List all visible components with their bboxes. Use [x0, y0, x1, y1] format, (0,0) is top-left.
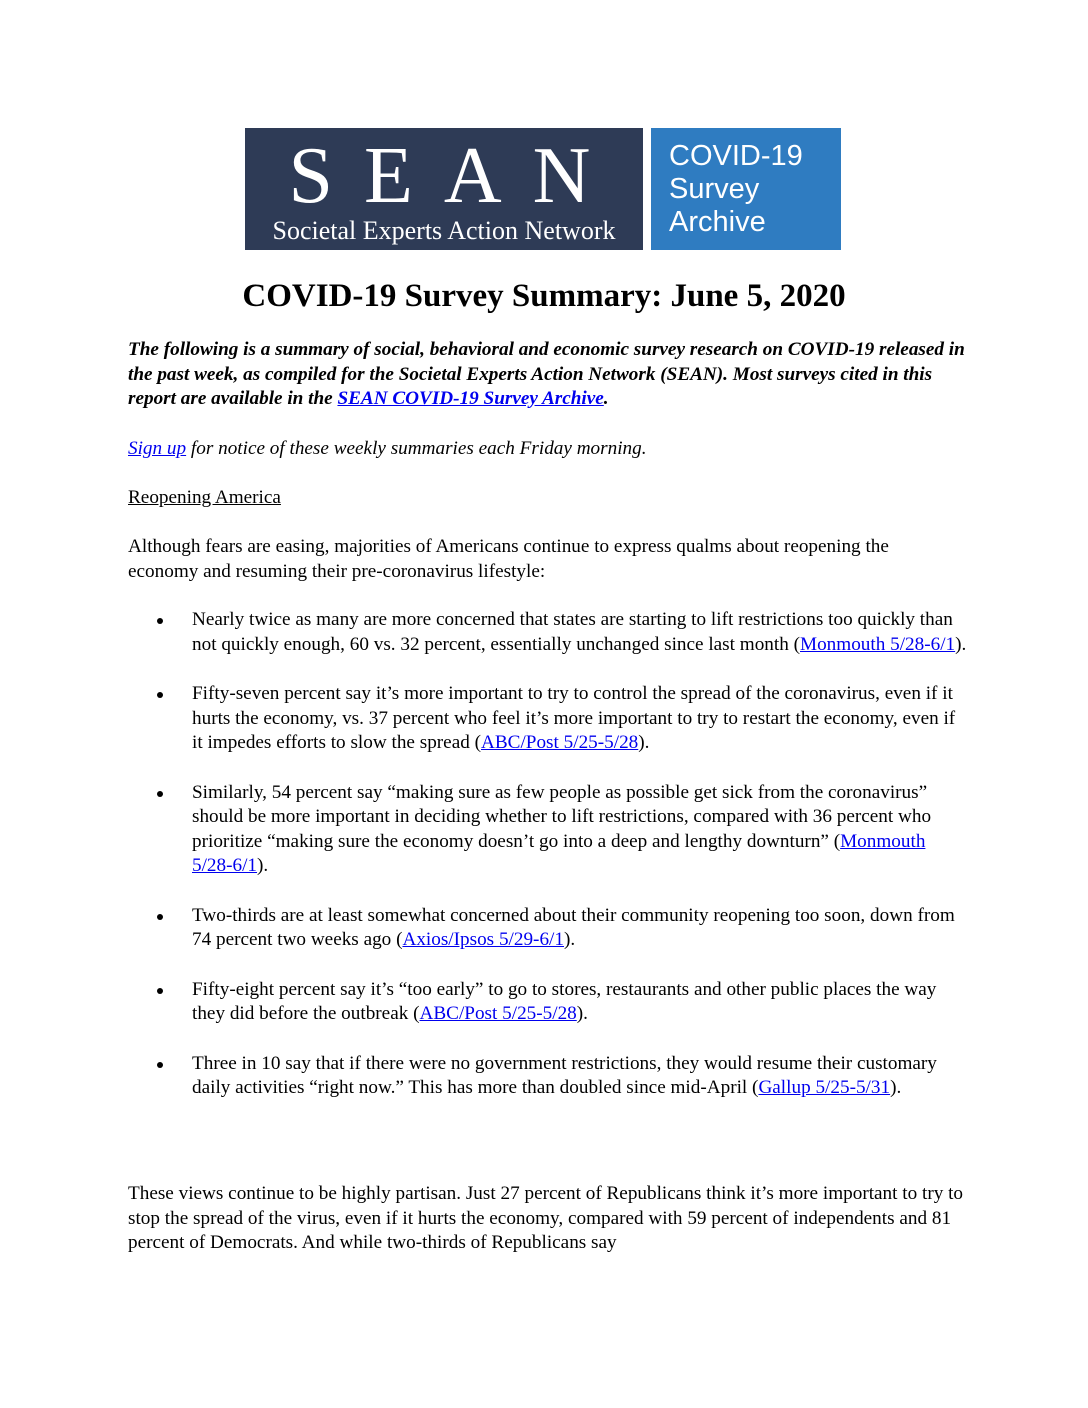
- bullet-icon: [157, 914, 163, 920]
- list-item: [128, 904, 968, 953]
- bullet-text: Fifty-eight percent say it’s “too early” to go to stores, restaurants and other public places the way they did before the outbreak (: [192, 978, 937, 1024]
- survey-archive-link[interactable]: SEAN COVID-19 Survey Archive: [337, 388, 604, 409]
- bullet-end: ).: [890, 1077, 902, 1098]
- closing-paragraph: These views continue to be highly partisan. Just 27 percent of Republicans think it’s more important to try to stop the spread of the virus, even if it hurts the economy, compared with 59 percent of independents and 81 percent of Democrats. And while two-thirds of Republicans say: [128, 1183, 964, 1253]
- source-link[interactable]: Monmouth 5/28-6/1: [192, 830, 926, 876]
- archive-line-1: COVID-19: [669, 140, 803, 172]
- intro-end: .: [603, 388, 609, 409]
- bullet-end: ).: [638, 732, 650, 753]
- archive-logo-block: [651, 128, 841, 250]
- signup-paragraph: [128, 437, 968, 462]
- list-item: [128, 781, 968, 879]
- source-link[interactable]: ABC/Post 5/25-5/28: [419, 1003, 577, 1024]
- page-title: COVID-19 Survey Summary: June 5, 2020: [242, 278, 846, 314]
- bullet-icon: [157, 692, 163, 698]
- list-item: [128, 978, 968, 1027]
- source-link[interactable]: Gallup 5/25-5/31: [758, 1077, 891, 1098]
- bullet-text: Nearly twice as many are more concerned that states are starting to lift restrictions too quickly than not quickly enough, 60 vs. 32 percent, essentially unchanged since last month (: [192, 609, 953, 655]
- sean-wordmark: SEAN: [288, 132, 622, 220]
- bullet-text: Fifty-seven percent say it’s more important to try to control the spread of the coronavirus, even if it hurts the economy, vs. 37 percent who feel it’s more important to try to restart the economy, even if it impedes efforts to slow the spread (: [192, 683, 956, 753]
- banner-divider: [643, 128, 651, 250]
- bullet-icon: [157, 618, 163, 624]
- list-item: [128, 682, 968, 756]
- bullet-end: ).: [563, 929, 576, 950]
- source-link[interactable]: Monmouth 5/28-6/1: [800, 633, 956, 655]
- bullet-end: ).: [955, 633, 967, 655]
- intro-text: The following is a summary of social, behavioral and economic survey research on COVID-19 released in the past week, as compiled for the Societal Experts Action Network (SEAN). Most surveys cited in this report are available in the: [128, 339, 965, 409]
- bullet-icon: [157, 1062, 163, 1068]
- sean-logo-block: [245, 128, 643, 250]
- bullet-text: Two-thirds are at least somewhat concerned about their community reopening too soon, down from 74 percent two weeks ago (: [192, 904, 955, 950]
- source-link[interactable]: Axios/Ipsos 5/29-6/1: [402, 929, 564, 950]
- signup-link[interactable]: Sign up: [128, 438, 187, 459]
- archive-line-3: Archive: [669, 206, 766, 238]
- list-item: [128, 608, 968, 657]
- bullet-text: Three in 10 say that if there were no government restrictions, they would resume their customary daily activities “right now.” This has more than doubled since mid-April (: [192, 1052, 937, 1098]
- bullet-end: ).: [576, 1003, 588, 1024]
- list-item: [128, 1052, 968, 1101]
- bullet-icon: [157, 988, 163, 994]
- findings-list: [128, 608, 968, 1126]
- archive-line-2: Survey: [669, 173, 760, 205]
- lead-paragraph: Although fears are easing, majorities of Americans continue to express qualms about reopening the economy and resuming their pre-coronavirus lifestyle:: [128, 536, 889, 582]
- bullet-icon: [157, 791, 163, 797]
- signup-text: for notice of these weekly summaries each Friday morning.: [186, 438, 647, 459]
- intro-paragraph: [128, 338, 968, 412]
- sean-banner-logo: [245, 128, 841, 250]
- bullet-text: Similarly, 54 percent say “making sure as few people as possible get sick from the coronavirus” should be more important in deciding whether to lift restrictions, compared with 36 percent who prioritize “making sure the economy doesn’t go into a deep and lengthy downturn” (: [192, 781, 932, 852]
- section-heading: Reopening America: [128, 487, 281, 508]
- sean-network-name: Societal Experts Action Network: [272, 216, 616, 245]
- source-link[interactable]: ABC/Post 5/25-5/28: [481, 732, 639, 753]
- bullet-end: ).: [257, 855, 269, 876]
